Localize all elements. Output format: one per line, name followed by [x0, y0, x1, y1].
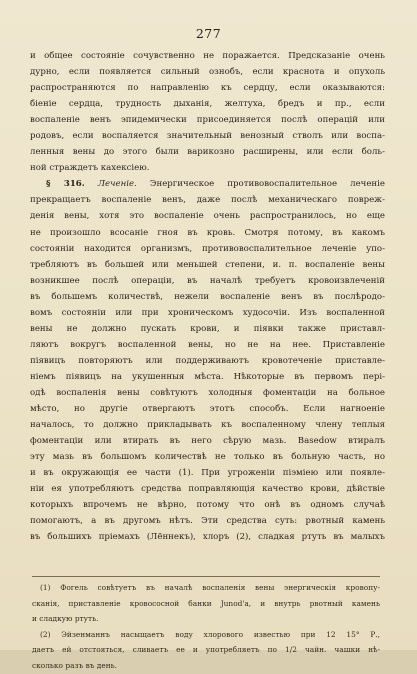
- text-line: которыхъ впрочемъ не вѣрно, потому что онѣ въ одномъ случаѣ: [30, 500, 385, 511]
- text-line: возникшее послѣ операціи, въ началѣ требуетъ кровоизвлеченій: [30, 275, 385, 286]
- text-line: въ большемъ количествѣ, нежели воспаленіе венъ въ послѣродо-: [30, 291, 385, 302]
- text-line: мѣсто, но другіе отвергаютъ этотъ способъ. Если нагноеніе: [30, 404, 385, 415]
- text-line: ніи ея употребляютъ средства поправляющія качество крови, дѣйствіе: [30, 484, 385, 495]
- footnote-line: сколько разъ въ день.: [32, 660, 117, 670]
- footnote-line: и сладкую ртуть.: [32, 614, 99, 624]
- footnote-divider: [32, 576, 380, 577]
- text-line: и въ окружающія ее части (1). При угроженіи піэміею или появле-: [30, 468, 385, 479]
- text-line: вомъ состояніи или при хроническомъ худосочіи. Изъ воспаленной: [30, 307, 385, 318]
- body-text: [30, 48, 385, 545]
- page-number: 277: [195, 26, 222, 41]
- footnotes: [32, 580, 380, 674]
- text-line: не произошло всосаніе гноя въ кровь. Смотря потому, въ какомъ: [30, 227, 385, 238]
- text-line: эту мазь въ большомъ количествѣ не только въ больную часть, но: [30, 452, 385, 463]
- footnote-line: (2) Эйзенманнъ насыщаетъ воду хлорового известью при 12 15° Р.,: [40, 629, 380, 639]
- text-line: піявицъ повторяютъ или поддерживаютъ кровотеченіе приставле-: [30, 355, 385, 366]
- text-line: ляютъ вокругъ воспаленной вены, но не на нее. Приставленіе: [30, 339, 385, 350]
- section-heading-line: [30, 176, 385, 192]
- text-line: одѣ воспаленія вены совѣтуютъ холодныя фоментаціи на больное: [30, 387, 385, 398]
- text-line: дурно, если появляется сильный ознобъ, если краснота и опухоль: [30, 67, 385, 78]
- text-line: родовъ, если воспаляется значительный венозный стволъ или воспа-: [30, 131, 385, 142]
- text-line: ленныя вены до этого были варикозно расширены, или если боль-: [30, 147, 385, 158]
- text-line: воспаленіе венъ эпидемически присоединяется послѣ операцій или: [30, 115, 385, 126]
- text-line: требляютъ въ большей или меньшей степени, и. п. воспаленіе вены: [30, 259, 385, 270]
- text-line: ніемъ піявицъ на укушенныя мѣста. Нѣкоторые въ первомъ пері-: [30, 371, 385, 382]
- text-line: фоментаціи или втирать въ него сѣрую мазь. Basedow втиралъ: [30, 436, 385, 447]
- text-fragment: Энергическое противовоспалительное леченіе: [149, 179, 385, 190]
- text-line: помогаютъ, а въ другомъ нѣтъ. Эти средства суть: рвотный камень: [30, 516, 385, 527]
- text-line: ной страждетъ кахексіею.: [30, 163, 150, 174]
- text-line: состояніи находится организмъ, противовоспалительное леченіе упо-: [30, 243, 385, 254]
- footnote-line: сканія, приставленіе кровососной банки Junod'а, и внутрь рвотный камень: [32, 598, 380, 608]
- text-line: вены не должно пускать крови, и піявки также приставл-: [30, 323, 385, 334]
- text-line: началось, то должно прикладывать къ воспаленному члену теплыя: [30, 420, 385, 431]
- footnote-line: (1) Фогель совѣтуетъ въ началѣ воспаленія вены энергическія кровопу-: [40, 583, 380, 592]
- text-line: и общее состояніе сочувственно не поражается. Предсказаніе очень: [30, 51, 385, 61]
- text-line: біеніе сердца, трудность дыханія, желтуха, бредъ и пр., если: [30, 99, 385, 110]
- section-number: § 316.: [46, 179, 85, 190]
- text-line: денія вены, хотя это воспаленіе очень распространилось, но еще: [30, 211, 385, 222]
- text-line: прекращаетъ воспаленіе венъ, даже послѣ механическаго повреж-: [30, 195, 385, 206]
- footnote-line: даетъ ей отстояться, сливаетъ ее и употребляетъ по 1/2 чайн. чашки нѣ-: [32, 645, 380, 655]
- text-line: въ большихъ пріемахъ (Лённекъ), хлоръ (2), сладкая ртуть въ малыхъ: [30, 532, 385, 543]
- text-line: распространяются по направленію къ сердцу, если оказываются:: [30, 83, 385, 94]
- section-title: Леченіе.: [97, 179, 137, 190]
